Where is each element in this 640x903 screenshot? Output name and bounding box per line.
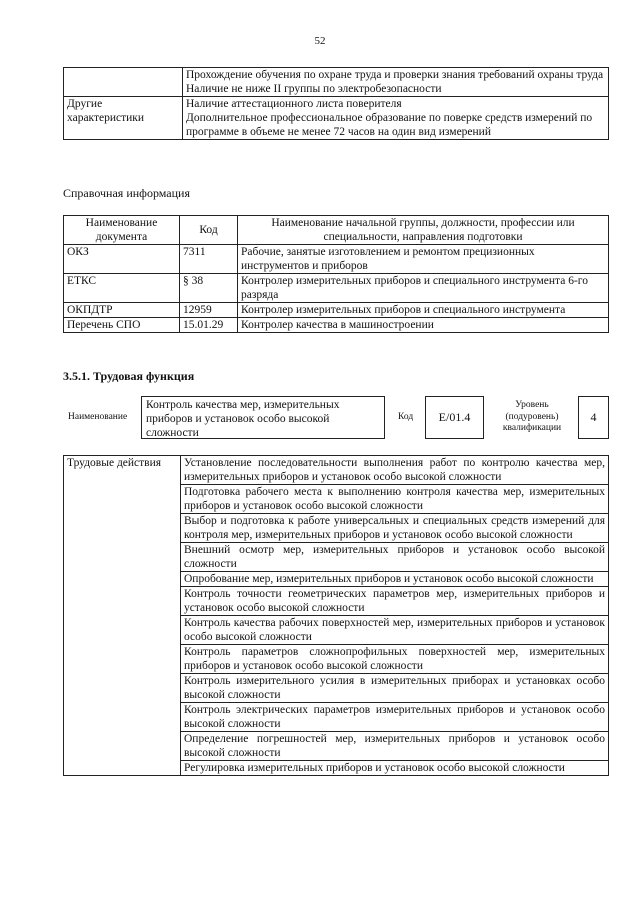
table-cell: § 38 (180, 274, 238, 303)
page-number: 52 (314, 35, 326, 47)
reference-title: Справочная информация (63, 186, 190, 200)
table-cell: Контролер измерительных приборов и специального инструмента 6-го разряда (238, 274, 609, 303)
action-item: Контроль параметров сложнопрофильных поверхностей мер, измерительных приборов и установок особо высокой сложности (181, 645, 609, 674)
table-row (64, 303, 609, 318)
action-item: Опробование мер, измерительных приборов и установок особо высокой сложности (181, 572, 609, 587)
row-content (183, 68, 609, 97)
table-row (64, 97, 609, 140)
table-cell: Рабочие, занятые изготовлением и ремонтом прецизионных инструментов и приборов (238, 245, 609, 274)
section-heading: 3.5.1. Трудовая функция (63, 369, 195, 383)
table-cell: 15.01.29 (180, 318, 238, 333)
table-cell: ОКПДТР (64, 303, 180, 318)
table-row (64, 318, 609, 333)
function-name-label: Наименование (68, 412, 128, 422)
row-label (64, 68, 183, 97)
row-content (183, 97, 609, 140)
action-item: Регулировка измерительных приборов и установок особо высокой сложности (181, 761, 609, 776)
function-code-value: E/01.4 (425, 396, 484, 439)
action-item: Выбор и подготовка к работе универсальных и специальных средств измерений для контроля мер, измерительных приборов и установок особо высокой сложности (181, 514, 609, 543)
requirement-line: Прохождение обучения по охране труда и проверки знания требований охраны труда (186, 69, 604, 81)
table-cell: Контролер измерительных приборов и специального инструмента (238, 303, 609, 318)
column-header: Наименование начальной группы, должности, профессии или специальности, направления подготовки (238, 216, 609, 245)
table-cell: 7311 (180, 245, 238, 274)
requirement-line: Наличие не ниже II группы по электробезопасности (186, 83, 442, 95)
labor-actions-table (63, 455, 609, 776)
action-item: Контроль измерительного усилия в измерительных приборах и установках особо высокой сложности (181, 674, 609, 703)
qualification-level-label: Уровень (подуровень) квалификации (502, 400, 562, 433)
actions-label: Трудовые действия (64, 456, 181, 776)
requirement-line: Дополнительное профессиональное образование по поверке средств измерений по программе в объеме не менее 72 часов на один вид измерений (186, 112, 593, 138)
requirements-table (63, 67, 609, 140)
function-name-value: Контроль качества мер, измерительных приборов и установок особо высокой сложности (141, 396, 385, 439)
action-item: Контроль качества рабочих поверхностей мер, измерительных приборов и установок особо высокой сложности (181, 616, 609, 645)
table-row (64, 456, 609, 485)
action-item: Определение погрешностей мер, измерительных приборов и установок особо высокой сложности (181, 732, 609, 761)
table-row (64, 274, 609, 303)
action-item: Контроль точности геометрических параметров мер, измерительных приборов и установок особо высокой сложности (181, 587, 609, 616)
column-header: Наименование документа (64, 216, 180, 245)
requirement-line: Наличие аттестационного листа поверителя (186, 98, 402, 110)
table-cell: ЕТКС (64, 274, 180, 303)
table-cell: ОКЗ (64, 245, 180, 274)
function-code-label: Код (398, 412, 414, 422)
qualification-level-value: 4 (578, 396, 609, 439)
column-header: Код (180, 216, 238, 245)
action-item: Контроль электрических параметров измерительных приборов и установок особо высокой сложности (181, 703, 609, 732)
action-item: Подготовка рабочего места к выполнению контроля качества мер, измерительных приборов и установок особо высокой сложности (181, 485, 609, 514)
table-cell: Контролер качества в машиностроении (238, 318, 609, 333)
reference-table (63, 215, 609, 333)
table-cell: Перечень СПО (64, 318, 180, 333)
action-item: Внешний осмотр мер, измерительных приборов и установок особо высокой сложности (181, 543, 609, 572)
action-item: Установление последовательности выполнения работ по контролю качества мер, измерительных приборов и установок особо высокой сложности (181, 456, 609, 485)
table-row (64, 68, 609, 97)
table-cell: 12959 (180, 303, 238, 318)
row-label: Другие характеристики (64, 97, 183, 140)
table-row (64, 245, 609, 274)
table-header-row (64, 216, 609, 245)
